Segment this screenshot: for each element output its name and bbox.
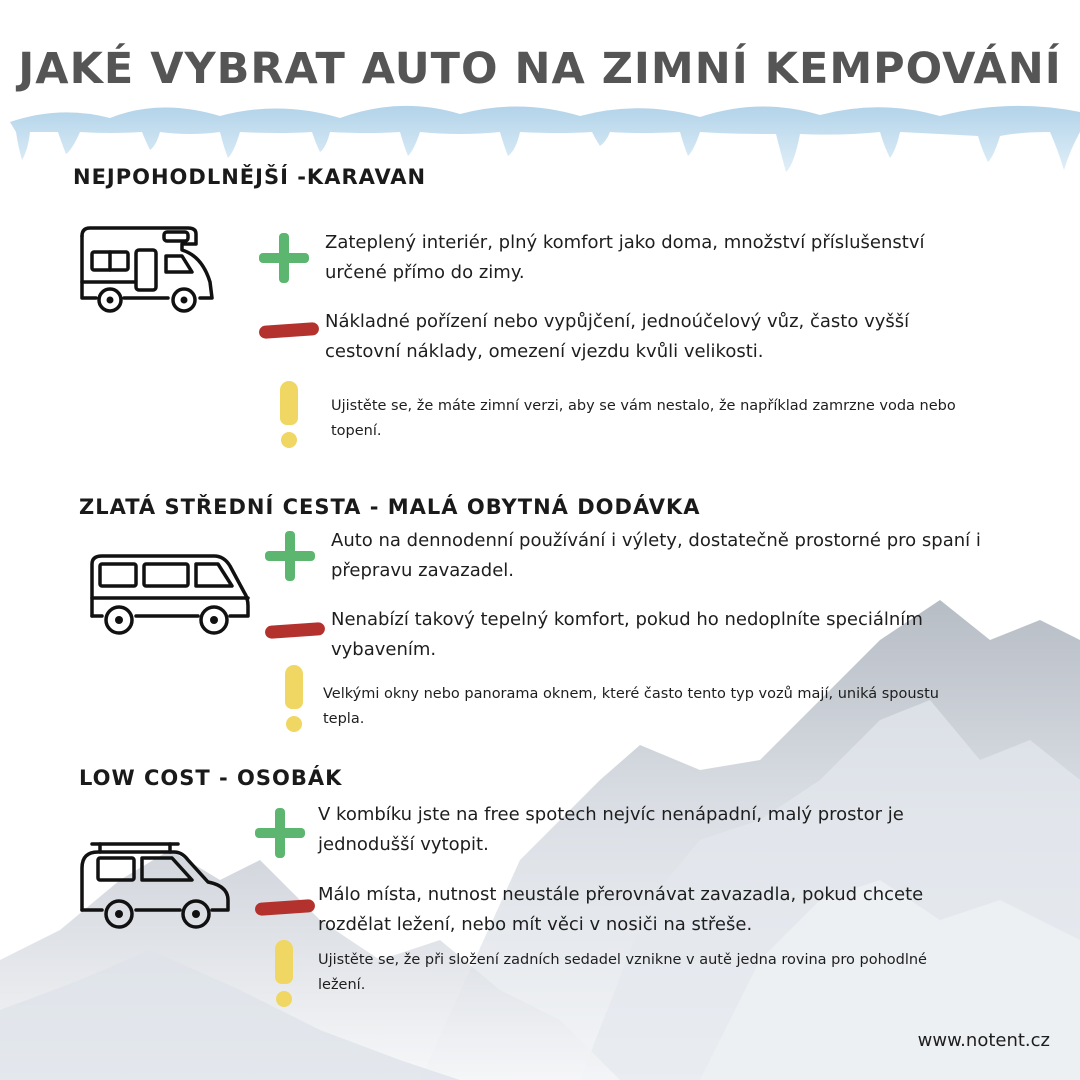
exclamation-icon [278,381,300,449]
minivan-pro-text: Auto na dennodenní používání i výlety, dostatečně prostorné pro spaní i přepravu zavazadel. [331,530,981,581]
section-heading-car: LOW COST - OSOBÁK [79,766,343,790]
plus-icon [265,531,315,581]
minivan-icon [88,550,253,640]
exclamation-icon [273,940,295,1008]
section-heading-camper: NEJPOHODLNĚJŠÍ -KARAVAN [73,165,427,189]
camper-van-icon [78,222,218,317]
camper-note-text: Ujistěte se, že máte zimní verzi, aby se vám nestalo, že například zamrzne voda nebo topení. [331,398,956,439]
car-pro-text: V kombíku jste na free spotech nejvíc nenápadní, malý prostor je jednodušší vytopit. [318,804,904,855]
exclamation-icon [283,665,305,733]
camper-pro-text: Zateplený interiér, plný komfort jako doma, množství příslušenství určené přímo do zimy. [325,232,925,283]
minivan-con-text: Nenabízí takový tepelný komfort, pokud ho nedoplníte speciálním vybavením. [331,609,923,660]
car-with-roof-rack-icon [76,838,236,936]
car-note-text: Ujistěte se, že při složení zadních sedadel vznikne v autě jedna rovina pro pohodlné ležení. [318,952,927,993]
icicles-decoration [10,106,1080,172]
page-title: JAKÉ VYBRAT AUTO NA ZIMNÍ KEMPOVÁNÍ [18,44,1062,94]
car-con-text: Málo místa, nutnost neustále přerovnávat zavazadla, pokud chcete rozdělat ležení, nebo mít věci v nosiči na střeše. [318,884,924,935]
minivan-note-text: Velkými okny nebo panorama oknem, které často tento typ vozů mají, uniká spoustu tepla. [323,686,939,727]
website-link[interactable]: www.notent.cz [917,1030,1050,1051]
section-heading-minivan: ZLATÁ STŘEDNÍ CESTA - MALÁ OBYTNÁ DODÁVKA [79,495,701,519]
plus-icon [255,808,305,858]
camper-con-text: Nákladné pořízení nebo vypůjčení, jednoúčelový vůz, často vyšší cestovní náklady, omezení vjezdu kvůli velikosti. [325,311,910,362]
plus-icon [259,233,309,283]
